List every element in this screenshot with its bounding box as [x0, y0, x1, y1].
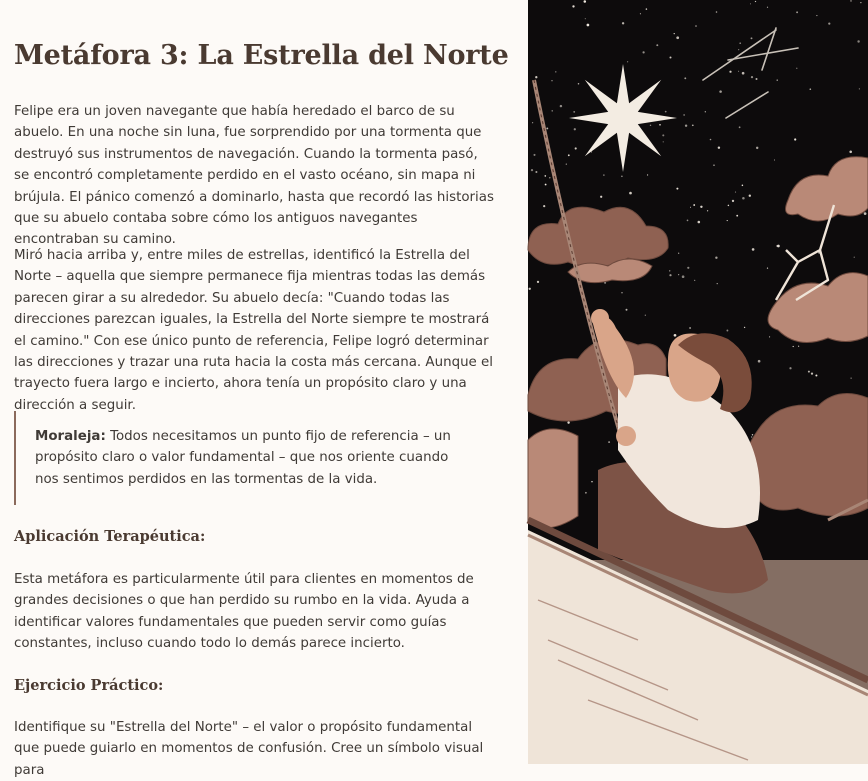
star-dot [742, 72, 745, 75]
star-dot [645, 315, 646, 316]
star-dot [687, 220, 689, 222]
star-dot [739, 126, 741, 128]
star-dot [546, 127, 548, 129]
star-dot [591, 481, 592, 482]
star-dot [700, 206, 702, 208]
star-dot [850, 0, 852, 2]
star-dot [669, 270, 670, 271]
star-dot [627, 61, 628, 62]
illustration-svg [528, 0, 868, 764]
star-dot [535, 76, 537, 78]
star-dot [567, 421, 569, 423]
star-dot [857, 40, 859, 42]
star-dot [549, 177, 550, 178]
star-dot [727, 220, 728, 221]
north-star-sailor-illustration [528, 0, 868, 764]
star-dot [545, 184, 547, 186]
star-dot [796, 68, 797, 69]
star-dot [585, 18, 586, 19]
star-dot [732, 200, 734, 202]
star-dot [695, 25, 697, 27]
star-dot [809, 88, 811, 90]
star-dot [629, 192, 632, 195]
star-dot [584, 0, 587, 3]
star-dot [537, 281, 539, 283]
star-dot [808, 371, 810, 373]
star-dot [646, 8, 647, 9]
star-dot [622, 22, 624, 24]
boy-hand-low [616, 426, 636, 446]
star-dot [555, 71, 556, 72]
star-dot [674, 334, 677, 337]
star-dot [718, 146, 720, 148]
star-dot [693, 204, 695, 206]
star-dot [794, 138, 796, 140]
star-dot [811, 372, 813, 374]
star-dot [684, 77, 686, 79]
star-dot [621, 292, 622, 293]
star-dot [529, 288, 531, 290]
application-heading: Aplicación Terapéutica: [14, 528, 206, 545]
star-dot [543, 205, 545, 207]
star-dot [742, 197, 745, 200]
star-dot [663, 141, 664, 142]
star-dot [533, 154, 535, 156]
star-dot [859, 88, 860, 89]
star-dot [682, 275, 685, 278]
star-dot [707, 210, 708, 211]
star-dot [585, 492, 587, 494]
star-dot [796, 11, 798, 13]
star-dot [751, 37, 753, 39]
star-dot [719, 90, 722, 93]
star-dot [798, 346, 799, 347]
star-dot [662, 134, 664, 136]
star-dot [676, 188, 678, 190]
star-dot [685, 125, 687, 127]
star-dot [656, 44, 658, 46]
star-dot [692, 124, 694, 126]
star-dot [642, 51, 644, 53]
star-dot [568, 154, 570, 156]
star-dot [532, 122, 533, 123]
star-dot [659, 124, 661, 126]
star-dot [735, 192, 736, 193]
star-dot [736, 215, 738, 217]
exercise-paragraph: Identifique su "Estrella del Norte" – el valor o propósito fundamental que puede guiarlo en momentos de confusión. Cree un símbolo visual para [14, 720, 484, 778]
star-dot [756, 78, 758, 80]
star-dot [676, 36, 679, 39]
star-dot [551, 80, 552, 81]
star-dot [621, 176, 623, 178]
star-dot [574, 128, 576, 130]
star-dot [744, 327, 745, 328]
star-dot [755, 1, 756, 2]
star-dot [750, 3, 751, 4]
star-dot [687, 267, 689, 269]
star-dot [789, 367, 791, 369]
star-dot [758, 360, 761, 363]
star-dot [854, 257, 855, 258]
star-dot [815, 374, 817, 376]
star-dot [694, 280, 695, 281]
star-dot [816, 15, 817, 16]
moral-label: Moraleja: [35, 429, 106, 444]
star-dot [578, 83, 580, 85]
star-dot [728, 205, 730, 207]
star-dot [738, 49, 739, 50]
star-dot [626, 309, 628, 311]
star-dot [640, 13, 641, 14]
star-dot [573, 111, 575, 113]
star-dot [752, 434, 753, 435]
page-title: Metáfora 3: La Estrella del Norte [14, 40, 509, 71]
star-dot [742, 185, 744, 187]
star-dot [544, 175, 546, 177]
star-dot [777, 79, 778, 80]
star-dot [710, 139, 712, 141]
star-dot [674, 33, 675, 34]
story-paragraph-1: Felipe era un joven navegante que había heredado el barco de su abuelo. En una noche sin luna, fue sorprendido por una tormenta que destruyó sus instrumentos de navegación. Cuando la tormenta pasó, se encontró completamente perdido en el vasto océano, sin mapa ni brújula. El pánico comenzó a dominarlo, hasta que recordó las historias que su abuelo contaba sobre cómo los antiguos navegantes encontraban su camino. [14, 104, 494, 248]
star-dot [566, 164, 567, 165]
star-dot [729, 71, 731, 73]
moral-body: Todos necesitamos un punto fijo de referencia – un propósito claro o valor fundamental – que nos oriente cuando nos sentimos perdidos en las tormentas de la vida. [35, 429, 451, 487]
star-dot [678, 274, 679, 275]
star-dot [683, 114, 684, 115]
star-dot [749, 195, 751, 197]
moral-text [35, 426, 475, 490]
star-dot [793, 346, 794, 347]
moral-blockquote [14, 411, 488, 505]
star-dot [851, 378, 852, 379]
star-dot [767, 7, 768, 8]
star-dot [560, 105, 562, 107]
north-star-icon [569, 64, 677, 172]
star-dot [715, 257, 717, 259]
star-dot [767, 268, 768, 269]
boy-hand-top [591, 309, 609, 327]
star-dot [689, 327, 691, 329]
star-dot [669, 274, 671, 276]
star-dot [608, 441, 610, 443]
star-dot [603, 174, 604, 175]
star-dot [739, 42, 741, 44]
star-dot [864, 212, 867, 215]
application-paragraph: Esta metáfora es particularmente útil para clientes en momentos de grandes decisiones o que han perdido su rumbo en la vida. Ayuda a identificar valores fundamentales que pueden servir como guías constantes, incluso cuando todo lo demás parece incierto. [14, 572, 474, 652]
star-dot [552, 110, 553, 111]
star-dot [665, 111, 667, 113]
star-dot [572, 5, 574, 7]
star-dot [752, 248, 755, 251]
star-dot [777, 245, 780, 248]
star-dot [756, 147, 758, 149]
star-dot [738, 71, 739, 72]
star-dot [669, 56, 671, 58]
star-dot [713, 165, 714, 166]
star-dot [600, 196, 602, 198]
star-dot [828, 23, 830, 25]
star-dot [716, 11, 718, 13]
star-dot [650, 125, 651, 126]
star-dot [717, 283, 718, 284]
star-dot [587, 24, 590, 27]
star-dot [751, 76, 753, 78]
exercise-heading: Ejercicio Práctico: [14, 677, 164, 694]
star-dot [726, 330, 728, 332]
star-dot [860, 2, 861, 3]
star-dot [535, 171, 537, 173]
story-paragraph-2: Miró hacia arriba y, entre miles de estrellas, identificó la Estrella del Norte – aquella que siempre permanece fija mientras todas las demás parecen girar a su alrededor. Su abuelo decía: "Cuando todas las direcciones parezcan iguales, la Estrella del Norte siempre te mostrará el camino." Con ese único punto de referencia, Felipe logró determinar las direcciones y trazar una ruta hacia la costa más cercana. Aunque el trayecto fuera largo e incierto, ahora tenía un propósito claro y una dirección a seguir. [14, 248, 494, 413]
star-dot [678, 253, 679, 254]
star-dot [647, 174, 648, 175]
star-dot [575, 147, 577, 149]
star-dot [690, 207, 691, 208]
star-dot [698, 221, 701, 224]
star-dot [705, 111, 706, 112]
star-dot [849, 151, 852, 154]
star-dot [769, 336, 770, 337]
star-dot [751, 436, 752, 437]
star-dot [774, 159, 775, 160]
star-dot [531, 169, 533, 171]
